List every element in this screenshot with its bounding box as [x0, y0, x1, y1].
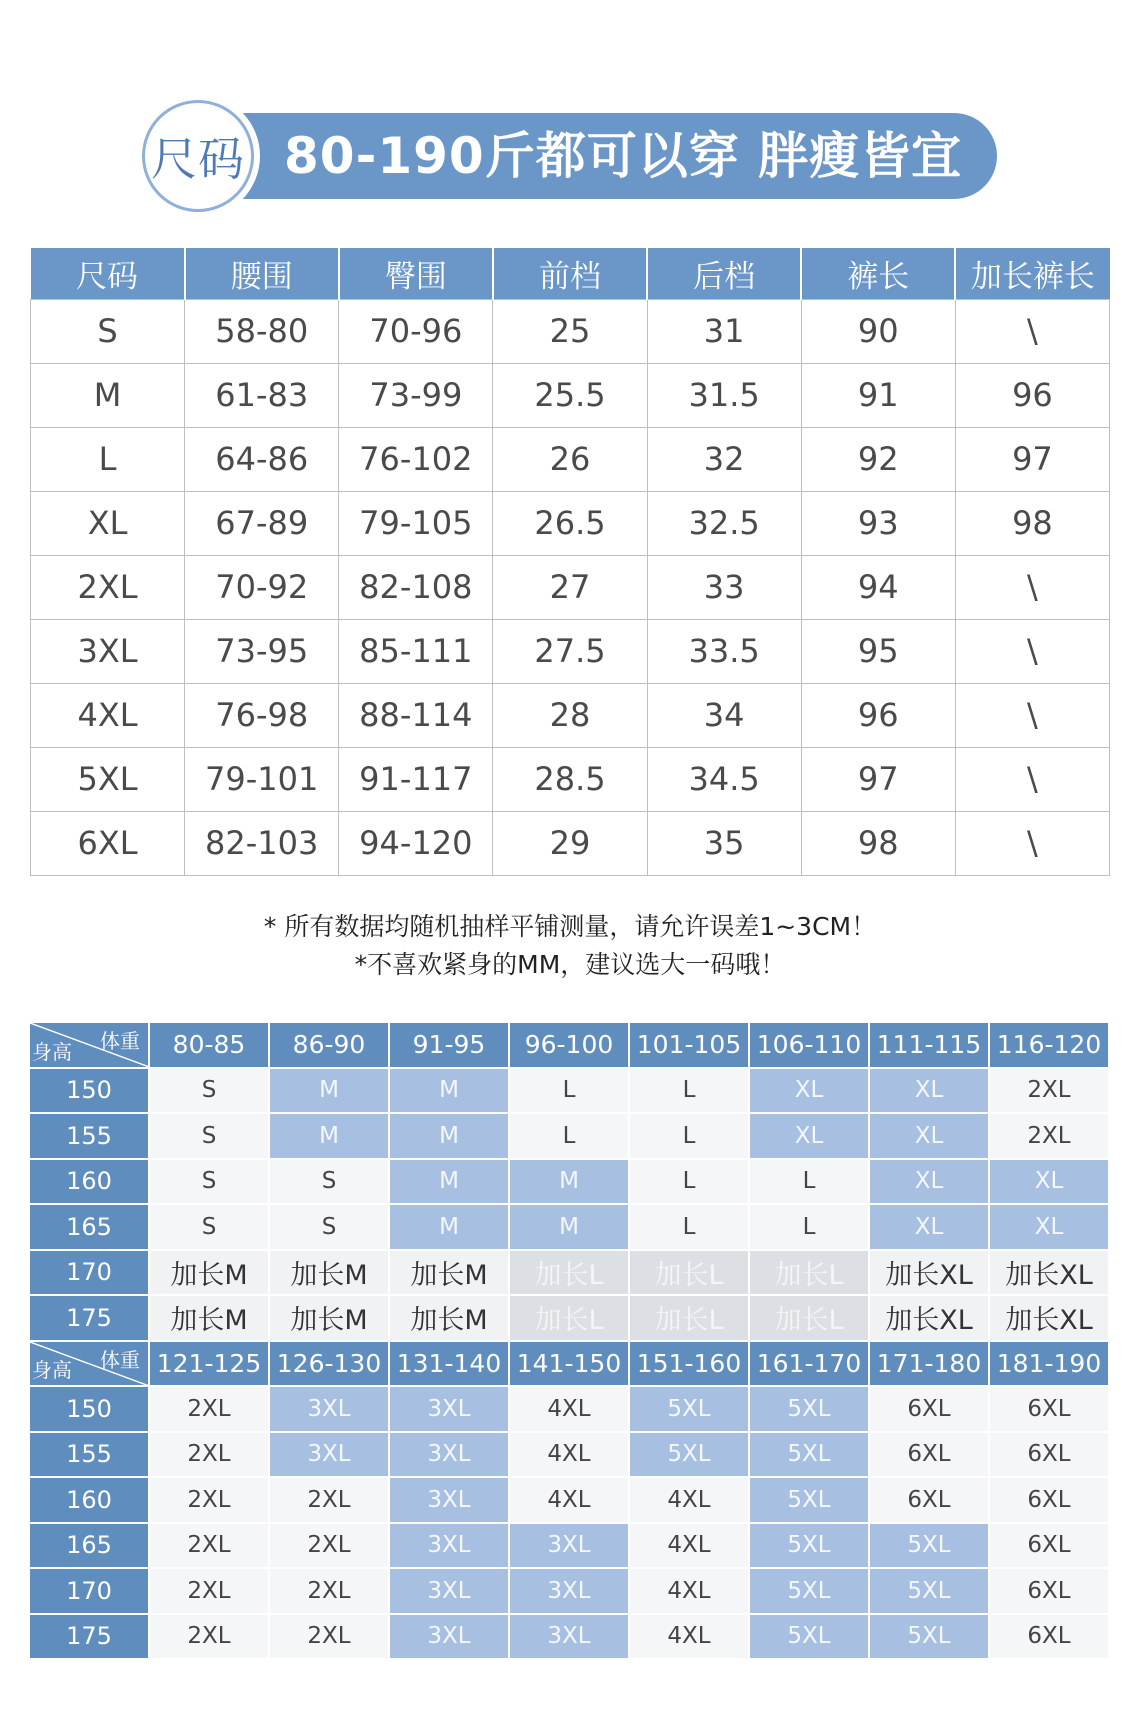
recommended-size-cell: 3XL [390, 1569, 510, 1615]
recommended-size-cell: 3XL [510, 1524, 630, 1570]
recommended-size-cell: L [750, 1160, 870, 1206]
recommended-size-cell: 4XL [630, 1524, 750, 1570]
weight-range-header: 91-95 [390, 1023, 510, 1069]
recommended-size-cell: 3XL [390, 1524, 510, 1570]
recommended-size-cell: 加长L [510, 1296, 630, 1342]
recommended-size-cell: 加长L [630, 1251, 750, 1297]
size-table-header-cell: 臀围 [339, 248, 493, 299]
recommended-size-cell: 6XL [990, 1615, 1110, 1661]
recommended-size-cell: 加长L [750, 1296, 870, 1342]
size-table-cell: 28 [493, 683, 647, 747]
size-table-cell: 34 [647, 683, 801, 747]
size-table-cell: \ [955, 683, 1109, 747]
banner-badge [142, 100, 254, 212]
weight-header-row [30, 1023, 1110, 1069]
weight-range-header: 86-90 [270, 1023, 390, 1069]
recommended-size-cell: 5XL [750, 1433, 870, 1479]
recommended-size-cell: L [750, 1205, 870, 1251]
height-row [30, 1524, 1110, 1570]
recommended-size-cell: L [630, 1205, 750, 1251]
note-line-2: *不喜欢紧身的MM，建议选大一码哦！ [354, 950, 786, 979]
recommended-size-cell: 6XL [870, 1433, 990, 1479]
recommended-size-cell: 5XL [750, 1569, 870, 1615]
size-table-cell: 73-95 [185, 619, 339, 683]
recommended-size-cell: L [630, 1114, 750, 1160]
size-table-cell: 28.5 [493, 747, 647, 811]
size-table-row [31, 683, 1110, 747]
recommended-size-cell: 加长M [270, 1296, 390, 1342]
size-table-cell: 96 [955, 363, 1109, 427]
recommended-size-cell: 6XL [870, 1478, 990, 1524]
size-table-cell: 5XL [31, 747, 185, 811]
recommended-size-cell: L [630, 1069, 750, 1115]
recommended-size-cell: 5XL [750, 1387, 870, 1433]
size-table-cell: 33.5 [647, 619, 801, 683]
recommended-size-cell: 加长XL [990, 1251, 1110, 1297]
corner-header-cell [30, 1342, 150, 1388]
size-table-cell: 90 [801, 299, 955, 363]
recommended-size-cell: 2XL [270, 1524, 390, 1570]
height-header-cell: 160 [30, 1160, 150, 1206]
height-row [30, 1205, 1110, 1251]
banner-badge-label: 尺码 [151, 132, 245, 186]
recommended-size-cell: 3XL [510, 1569, 630, 1615]
recommended-size-cell: S [150, 1160, 270, 1206]
size-table-cell: 67-89 [185, 491, 339, 555]
size-table-row [31, 427, 1110, 491]
corner-weight-label: 体重 [100, 1347, 140, 1372]
size-table-cell: 4XL [31, 683, 185, 747]
height-row [30, 1615, 1110, 1661]
size-table-header-cell: 加长裤长 [955, 248, 1109, 299]
recommended-size-cell: XL [870, 1205, 990, 1251]
size-table-cell: 98 [955, 491, 1109, 555]
recommended-size-cell: XL [990, 1160, 1110, 1206]
recommended-size-cell: S [270, 1205, 390, 1251]
size-table-cell: \ [955, 747, 1109, 811]
recommended-size-cell: 2XL [270, 1478, 390, 1524]
size-table-cell: 94 [801, 555, 955, 619]
recommended-size-cell: 6XL [990, 1478, 1110, 1524]
size-table-cell: 82-103 [185, 811, 339, 875]
height-header-cell: 165 [30, 1205, 150, 1251]
recommended-size-cell: XL [870, 1114, 990, 1160]
recommended-size-cell: XL [870, 1160, 990, 1206]
recommended-size-cell: XL [750, 1069, 870, 1115]
recommended-size-cell: 6XL [990, 1524, 1110, 1570]
recommended-size-cell: 3XL [390, 1615, 510, 1661]
size-table-cell: \ [955, 555, 1109, 619]
recommended-size-cell: 5XL [750, 1478, 870, 1524]
recommended-size-cell: 加长L [630, 1296, 750, 1342]
size-table-cell: 34.5 [647, 747, 801, 811]
size-table-cell: 32.5 [647, 491, 801, 555]
size-table-row [31, 299, 1110, 363]
size-table-cell: 73-99 [339, 363, 493, 427]
size-banner [142, 113, 997, 199]
recommended-size-cell: 加长M [150, 1296, 270, 1342]
recommended-size-cell: XL [750, 1114, 870, 1160]
note-line-1: * 所有数据均随机抽样平铺测量，请允许误差1~3CM！ [263, 912, 877, 941]
size-table-cell: M [31, 363, 185, 427]
size-table-cell: 91 [801, 363, 955, 427]
recommended-size-cell: 2XL [270, 1569, 390, 1615]
size-table-cell: 79-105 [339, 491, 493, 555]
height-row [30, 1387, 1110, 1433]
weight-range-header: 171-180 [870, 1342, 990, 1388]
recommended-size-cell: 5XL [630, 1433, 750, 1479]
weight-range-header: 181-190 [990, 1342, 1110, 1388]
size-table-cell: 33 [647, 555, 801, 619]
recommended-size-cell: 4XL [510, 1387, 630, 1433]
size-table-cell: 97 [955, 427, 1109, 491]
recommended-size-cell: 3XL [390, 1387, 510, 1433]
size-table-cell: 76-102 [339, 427, 493, 491]
weight-range-header: 111-115 [870, 1023, 990, 1069]
recommended-size-cell: 5XL [870, 1615, 990, 1661]
banner-headline: 80-190斤都可以穿 胖瘦皆宜 [284, 127, 963, 185]
size-table-row [31, 619, 1110, 683]
recommended-size-cell: XL [870, 1069, 990, 1115]
weight-range-header: 121-125 [150, 1342, 270, 1388]
size-table-header-cell: 后档 [647, 248, 801, 299]
height-header-cell: 170 [30, 1251, 150, 1297]
height-header-cell: 150 [30, 1387, 150, 1433]
weight-range-header: 126-130 [270, 1342, 390, 1388]
recommended-size-cell: 2XL [150, 1387, 270, 1433]
height-row [30, 1160, 1110, 1206]
recommended-size-cell: XL [990, 1205, 1110, 1251]
recommended-size-cell: S [150, 1205, 270, 1251]
recommended-size-cell: 2XL [150, 1615, 270, 1661]
recommended-size-cell: M [390, 1069, 510, 1115]
recommended-size-cell: 2XL [990, 1114, 1110, 1160]
recommended-size-cell: 4XL [630, 1478, 750, 1524]
height-header-cell: 165 [30, 1524, 150, 1570]
recommended-size-cell: 2XL [150, 1524, 270, 1570]
recommended-size-cell: 加长L [750, 1251, 870, 1297]
size-table-cell: 76-98 [185, 683, 339, 747]
size-table-cell: 61-83 [185, 363, 339, 427]
size-table-row [31, 491, 1110, 555]
recommended-size-cell: M [390, 1205, 510, 1251]
recommended-size-cell: 加长L [510, 1251, 630, 1297]
size-table-row [31, 363, 1110, 427]
size-table-cell: 98 [801, 811, 955, 875]
recommended-size-cell: M [270, 1114, 390, 1160]
recommended-size-cell: S [150, 1069, 270, 1115]
size-table-cell: S [31, 299, 185, 363]
weight-range-header: 96-100 [510, 1023, 630, 1069]
size-table-cell: \ [955, 299, 1109, 363]
height-row [30, 1296, 1110, 1342]
height-header-cell: 175 [30, 1296, 150, 1342]
size-table-cell: 88-114 [339, 683, 493, 747]
size-table-body [31, 299, 1110, 875]
recommended-size-cell: 5XL [870, 1524, 990, 1570]
size-table-cell: 25 [493, 299, 647, 363]
size-table-cell: 58-80 [185, 299, 339, 363]
size-table-cell: 27.5 [493, 619, 647, 683]
size-table-cell: 91-117 [339, 747, 493, 811]
size-table-cell: 95 [801, 619, 955, 683]
height-header-cell: 170 [30, 1569, 150, 1615]
size-table-row [31, 555, 1110, 619]
weight-range-header: 116-120 [990, 1023, 1110, 1069]
size-table-cell: \ [955, 811, 1109, 875]
size-table-cell: 6XL [31, 811, 185, 875]
recommended-size-cell: L [510, 1069, 630, 1115]
size-table-cell: 26 [493, 427, 647, 491]
weight-range-header: 151-160 [630, 1342, 750, 1388]
size-table-cell: 96 [801, 683, 955, 747]
recommended-size-cell: 2XL [150, 1478, 270, 1524]
size-table-cell: 29 [493, 811, 647, 875]
height-row [30, 1114, 1110, 1160]
recommended-size-cell: 4XL [510, 1433, 630, 1479]
weight-range-header: 80-85 [150, 1023, 270, 1069]
recommended-size-cell: 3XL [510, 1615, 630, 1661]
recommended-size-cell: L [510, 1114, 630, 1160]
size-table-cell: 97 [801, 747, 955, 811]
size-table-cell: 85-111 [339, 619, 493, 683]
height-row [30, 1569, 1110, 1615]
height-row [30, 1069, 1110, 1115]
recommended-size-cell: M [510, 1205, 630, 1251]
size-table-cell: 3XL [31, 619, 185, 683]
recommended-size-cell: M [270, 1069, 390, 1115]
recommended-size-cell: S [150, 1114, 270, 1160]
recommended-size-cell: 加长XL [870, 1296, 990, 1342]
recommended-size-cell: 3XL [270, 1387, 390, 1433]
recommended-size-cell: M [390, 1114, 510, 1160]
size-table-cell: 70-96 [339, 299, 493, 363]
recommended-size-cell: M [390, 1160, 510, 1206]
recommended-size-cell: 6XL [990, 1387, 1110, 1433]
weight-height-size-table [30, 1023, 1110, 1660]
recommended-size-cell: 加长XL [870, 1251, 990, 1297]
size-table-cell: 70-92 [185, 555, 339, 619]
corner-header-cell [30, 1023, 150, 1069]
height-header-cell: 175 [30, 1615, 150, 1661]
recommended-size-cell: 5XL [750, 1524, 870, 1570]
recommended-size-cell: 6XL [990, 1433, 1110, 1479]
size-table-cell: 31 [647, 299, 801, 363]
weight-range-header: 141-150 [510, 1342, 630, 1388]
weight-header-row [30, 1342, 1110, 1388]
size-table-row [31, 747, 1110, 811]
recommended-size-cell: 5XL [750, 1615, 870, 1661]
size-table-cell: 2XL [31, 555, 185, 619]
measurement-notes [0, 908, 1140, 984]
weight-range-header: 101-105 [630, 1023, 750, 1069]
size-table-header-cell: 尺码 [31, 248, 185, 299]
recommended-size-cell: 加长M [150, 1251, 270, 1297]
recommended-size-cell: 2XL [990, 1069, 1110, 1115]
recommended-size-cell: L [630, 1160, 750, 1206]
corner-weight-label: 体重 [100, 1029, 140, 1053]
recommended-size-cell: 3XL [390, 1478, 510, 1524]
size-table-cell: 93 [801, 491, 955, 555]
height-row [30, 1251, 1110, 1297]
height-row [30, 1478, 1110, 1524]
corner-height-label: 身高 [32, 1039, 72, 1064]
weight-range-header: 106-110 [750, 1023, 870, 1069]
height-header-cell: 155 [30, 1114, 150, 1160]
recommended-size-cell: 6XL [870, 1387, 990, 1433]
size-table-cell: 31.5 [647, 363, 801, 427]
recommended-size-cell: 加长M [390, 1251, 510, 1297]
size-table-cell: XL [31, 491, 185, 555]
height-row [30, 1433, 1110, 1479]
size-table-cell: 35 [647, 811, 801, 875]
weight-range-header: 161-170 [750, 1342, 870, 1388]
recommended-size-cell: 2XL [150, 1433, 270, 1479]
size-table-cell: 79-101 [185, 747, 339, 811]
height-header-cell: 160 [30, 1478, 150, 1524]
recommended-size-cell: 5XL [630, 1387, 750, 1433]
size-table-cell: 92 [801, 427, 955, 491]
size-measurement-table [30, 248, 1110, 876]
recommended-size-cell: 4XL [510, 1478, 630, 1524]
size-table-cell: 82-108 [339, 555, 493, 619]
corner-height-label: 身高 [32, 1358, 72, 1382]
size-table-header-cell: 前档 [493, 248, 647, 299]
weight-range-header: 131-140 [390, 1342, 510, 1388]
recommended-size-cell: 3XL [270, 1433, 390, 1479]
size-table-row [31, 811, 1110, 875]
recommended-size-cell: 5XL [870, 1569, 990, 1615]
size-table-cell: 27 [493, 555, 647, 619]
size-table-header-cell: 腰围 [185, 248, 339, 299]
recommended-size-cell: 6XL [990, 1569, 1110, 1615]
recommended-size-cell: 4XL [630, 1569, 750, 1615]
size-table-cell: L [31, 427, 185, 491]
recommended-size-cell: 2XL [270, 1615, 390, 1661]
recommended-size-cell: 加长XL [990, 1296, 1110, 1342]
size-table-cell: 64-86 [185, 427, 339, 491]
size-table-cell: 26.5 [493, 491, 647, 555]
recommended-size-cell: 4XL [630, 1615, 750, 1661]
recommended-size-cell: M [510, 1160, 630, 1206]
size-table-cell: 32 [647, 427, 801, 491]
size-table-header-row [31, 248, 1110, 299]
height-header-cell: 155 [30, 1433, 150, 1479]
size-table-header-cell: 裤长 [801, 248, 955, 299]
size-table-cell: 94-120 [339, 811, 493, 875]
recommended-size-cell: 2XL [150, 1569, 270, 1615]
recommended-size-cell: S [270, 1160, 390, 1206]
size-table-cell: \ [955, 619, 1109, 683]
size-table-cell: 25.5 [493, 363, 647, 427]
recommended-size-cell: 3XL [390, 1433, 510, 1479]
recommended-size-cell: 加长M [390, 1296, 510, 1342]
height-header-cell: 150 [30, 1069, 150, 1115]
recommended-size-cell: 加长M [270, 1251, 390, 1297]
